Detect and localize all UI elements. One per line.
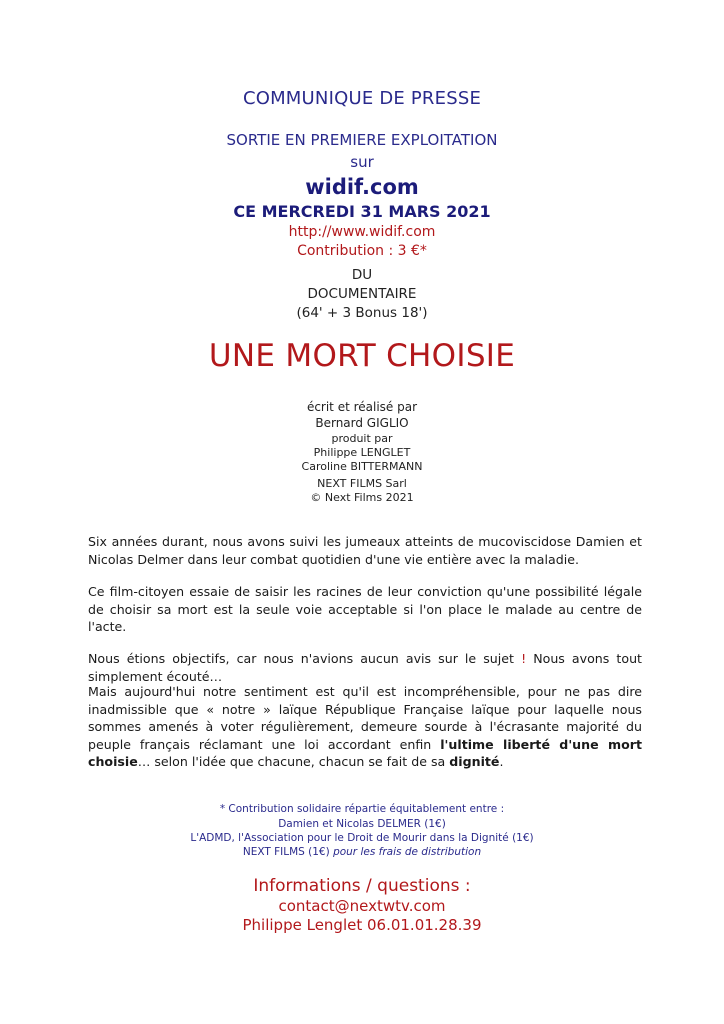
communique-heading: COMMUNIQUE DE PRESSE	[242, 88, 482, 109]
footnote-line-2: Damien et Nicolas DELMER (1€)	[278, 818, 446, 830]
paragraph-4-bold-1: l'ultime liberté d'une mort choisie	[88, 736, 642, 770]
footnote-line-4-a: NEXT FILMS (1€)	[242, 846, 330, 858]
paragraph-4-end: .	[499, 754, 504, 770]
paragraph-4	[88, 683, 642, 771]
paragraph-2: Ce film-citoyen essaie de saisir les racines de leur conviction qu'une possibilité légale de choisir sa mort est la seule voie acceptable si l'on place le malade au centre de l'acte.	[88, 584, 642, 635]
footnote-line-4-b: pour les frais de distribution	[333, 846, 482, 858]
release-line: SORTIE EN PREMIERE EXPLOITATION	[226, 131, 498, 149]
paragraph-1: Six années durant, nous avons suivi les jumeaux atteints de mucoviscidose Damien et Nicolas Delmer dans leur combat quotidien d'une vie entière avec la maladie.	[88, 534, 642, 567]
exclamation-mark: !	[521, 651, 527, 666]
director-name: Bernard GIGLIO	[315, 416, 409, 430]
documentaire-label: DOCUMENTAIRE	[307, 286, 417, 302]
contribution-price: Contribution : 3 €*	[297, 243, 427, 259]
film-title: UNE MORT CHOISIE	[208, 338, 516, 374]
paragraph-4-bold-2: dignité	[449, 754, 500, 770]
paragraph-4-text-a: Mais aujourd'hui notre sentiment est qu'il est incompréhensible, pour ne pas dire inadmissible que « notre » laïque République Française laïque pour laquelle nous sommes amenés à voter régulièrement, demeure sourde à l'écrasante majorité du peuple français réclamant une loi accordant enfin	[88, 684, 642, 752]
site-url-link[interactable]: http://www.widif.com	[288, 224, 436, 240]
written-label: écrit et réalisé par	[306, 400, 418, 414]
contact-email-link[interactable]: contact@nextwtv.com	[278, 897, 446, 915]
producer-1: Philippe LENGLET	[313, 446, 411, 459]
paragraph-3	[88, 650, 642, 685]
copyright: © Next Films 2021	[310, 491, 414, 504]
footnote-line-3: L'ADMD, l'Association pour le Droit de Mourir dans la Dignité (1€)	[190, 832, 534, 844]
du-label: DU	[351, 267, 373, 283]
footnote-line-1: * Contribution solidaire répartie équitablement entre :	[219, 803, 505, 815]
producer-2: Caroline BITTERMANN	[301, 460, 423, 473]
contact-phone: Philippe Lenglet 06.01.01.28.39	[242, 916, 482, 934]
produced-label: produit par	[331, 432, 393, 445]
sur-label: sur	[350, 153, 374, 171]
duration-label: (64' + 3 Bonus 18')	[296, 305, 428, 321]
paragraph-3-text-b: Nous avons tout simplement écouté…	[88, 651, 642, 684]
contact-title: Informations / questions :	[253, 876, 471, 896]
footnote-line-4	[0, 846, 724, 858]
paragraph-4-text-b: … selon l'idée que chacune, chacun se fait de sa	[137, 754, 446, 770]
paragraph-3-text-a: Nous étions objectifs, car nous n'avions aucun avis sur le sujet	[88, 651, 514, 666]
company-name: NEXT FILMS Sarl	[317, 477, 407, 490]
release-date: CE MERCREDI 31 MARS 2021	[233, 202, 491, 221]
site-name: widif.com	[305, 175, 419, 199]
